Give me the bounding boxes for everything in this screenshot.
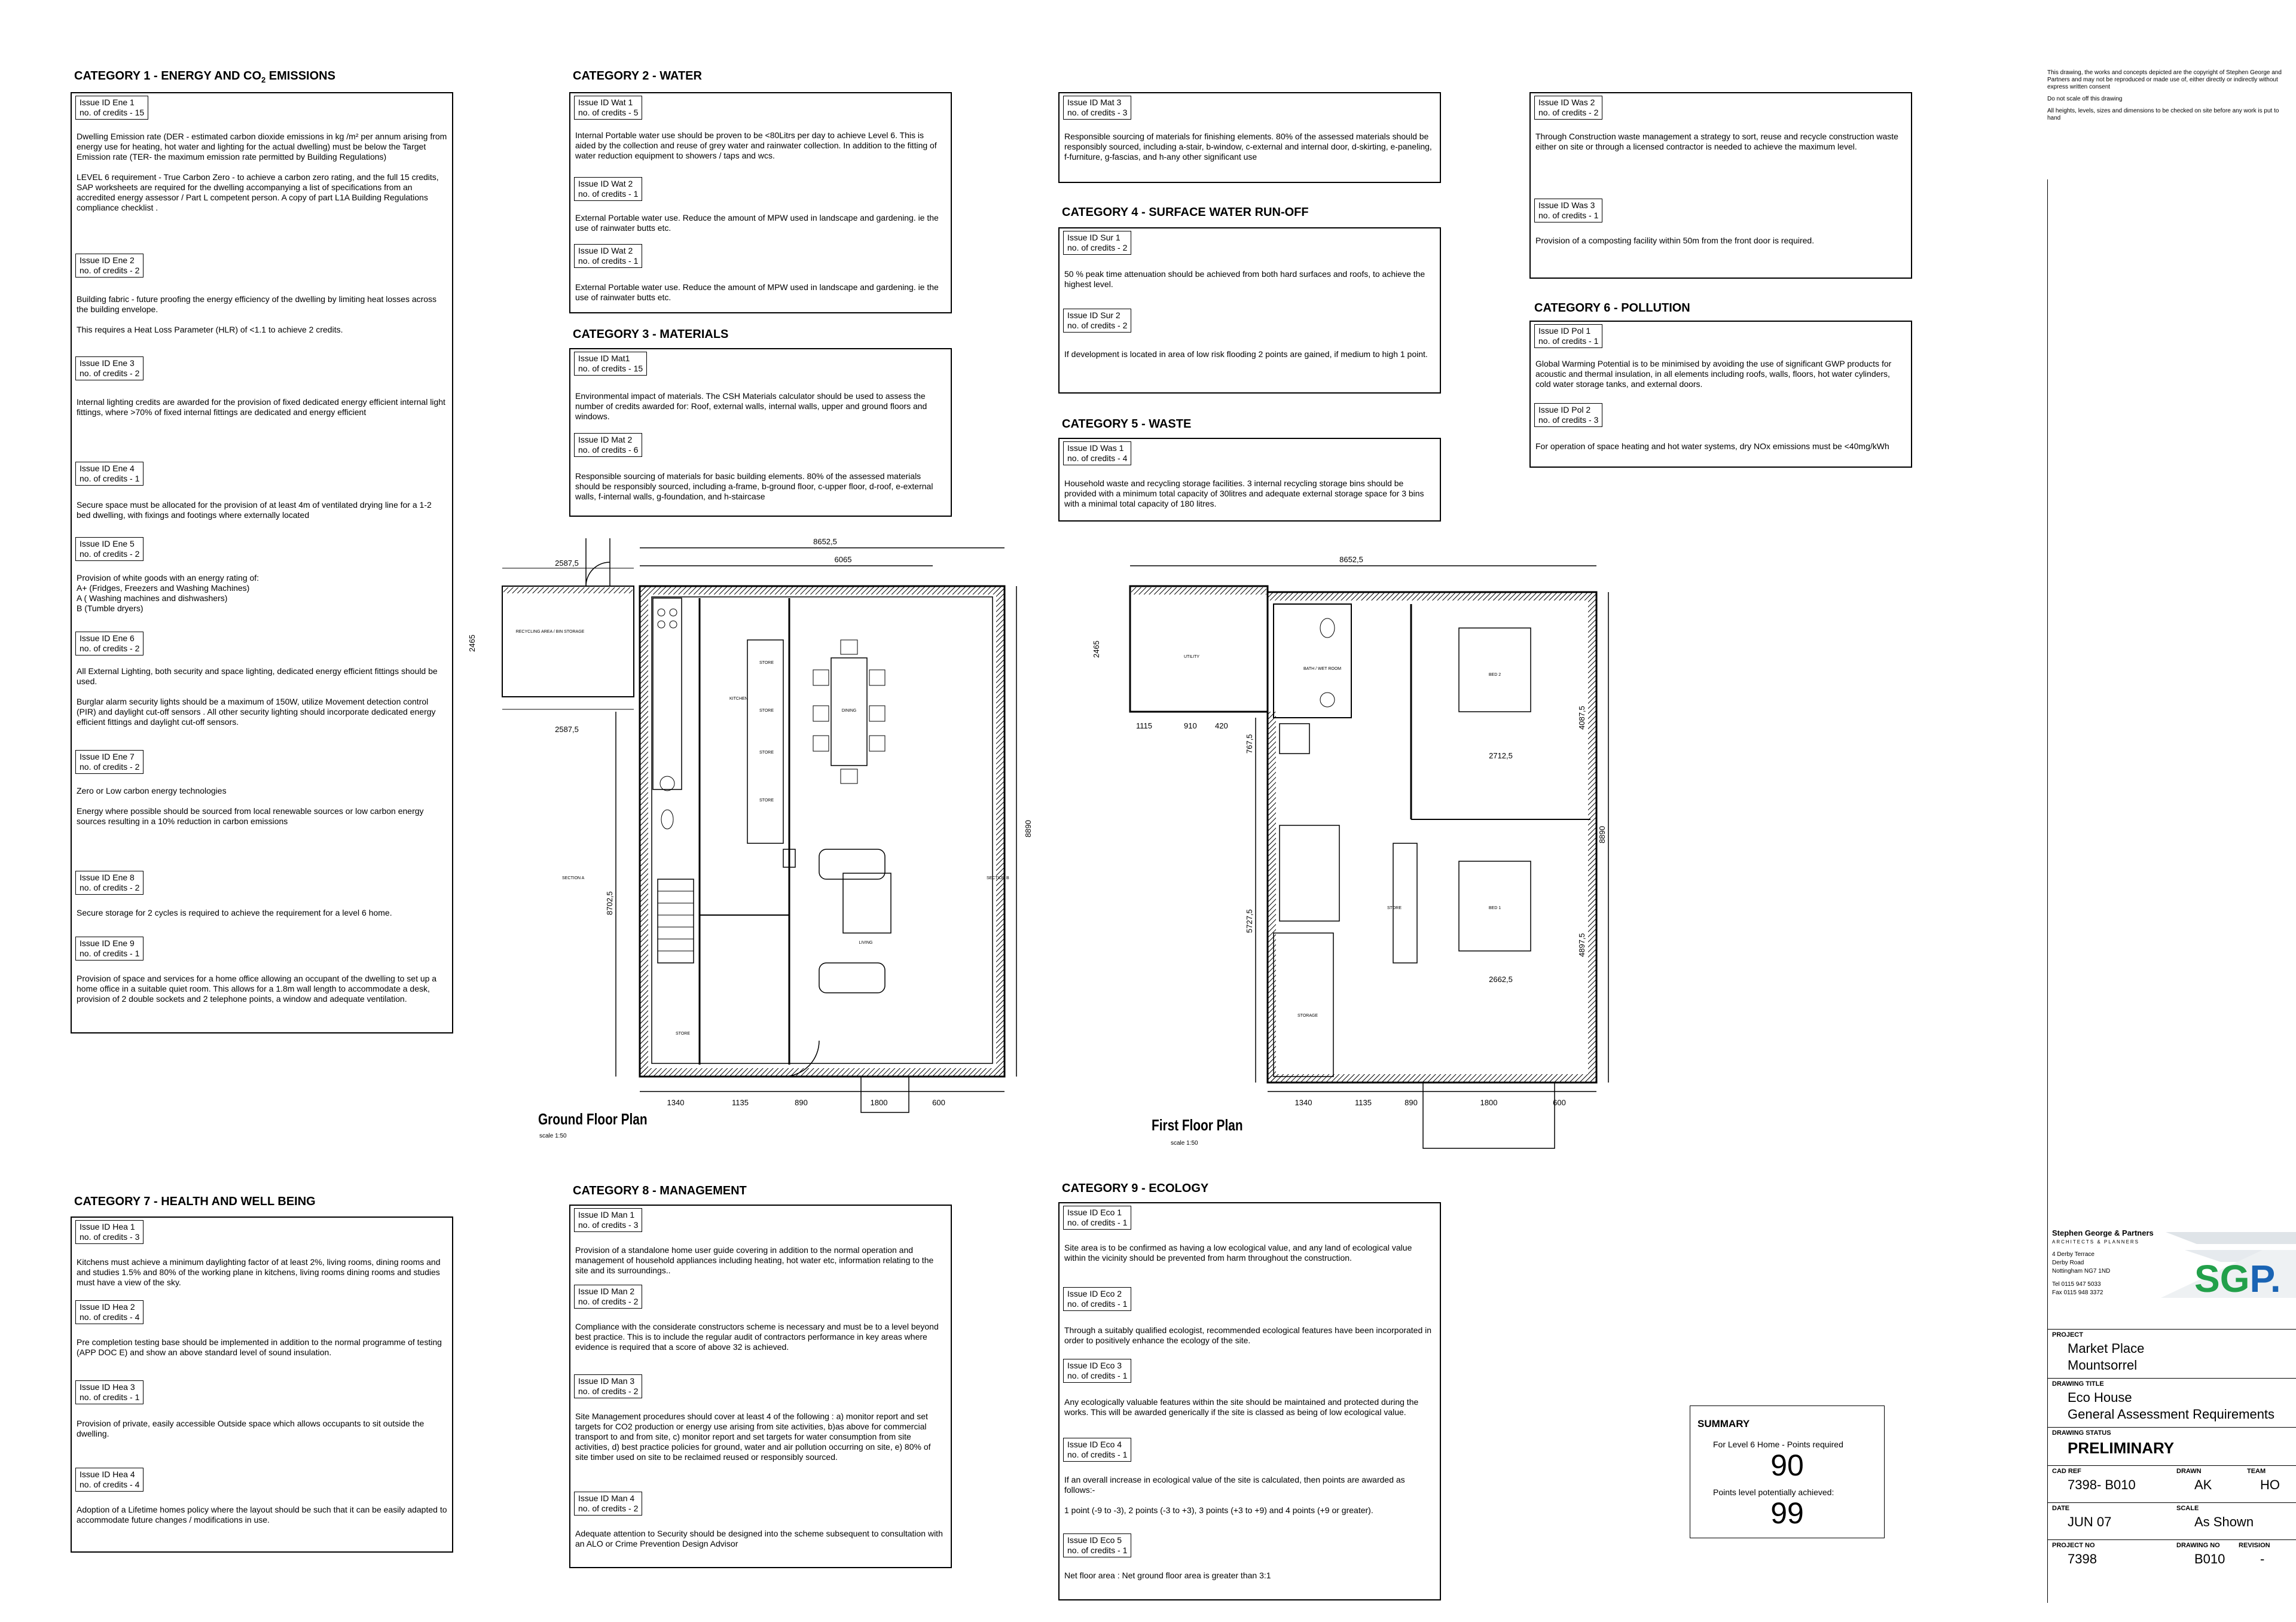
- issue-pol-2: Issue ID Pol 2 no. of credits - 3: [1534, 403, 1602, 427]
- gf-bin-label: RECYCLING AREA / BIN STORAGE: [515, 630, 585, 634]
- issue-was-1-text: Household waste and recycling storage facilities. 3 internal recycling storage bins should be provided with a minimum total capacity of 30litres and adequate external storage space for 3 bins with a minimal total capacity of 180 litres.: [1064, 478, 1424, 508]
- first-floor-title: First Floor Plan: [1152, 1116, 1243, 1134]
- ff-store-label: STORE: [1387, 906, 1402, 910]
- summary-box: [1690, 1405, 1885, 1538]
- gf-dim-overall: 8652,5: [813, 537, 837, 546]
- issue-wat-2b-text: External Portable water use. Reduce the amount of MPW used in landscape and gardening. ie the use of rainwater butts etc.: [575, 282, 939, 302]
- gf-dim-bin-h: 2465: [468, 635, 477, 652]
- status-value: PRELIMINARY: [2068, 1439, 2175, 1457]
- drawing-title-1: Eco House: [2068, 1390, 2132, 1405]
- issue-man-2: Issue ID Man 2 no. of credits - 2: [574, 1285, 642, 1309]
- issue-was-1: Issue ID Was 1 no. of credits - 4: [1063, 441, 1131, 465]
- issue-ene-3: Issue ID Ene 3 no. of credits - 2: [75, 356, 144, 380]
- revision-label: REVISION: [2239, 1542, 2270, 1549]
- issue-wat-2b: Issue ID Wat 2 no. of credits - 1: [574, 244, 642, 268]
- issue-pol-1-text: Global Warming Potential is to be minimised by avoiding the use of significant GWP products for acoustic and thermal insulation, in all elements including roofs, walls, floors, hot water cylinders, cold water storage tanks, and external doors.: [1535, 359, 1892, 389]
- issue-pol-1: Issue ID Pol 1 no. of credits - 1: [1534, 324, 1602, 348]
- ff-dim-a2: 910: [1184, 721, 1197, 730]
- ff-bed2-label: BED 2: [1488, 673, 1501, 677]
- gf-dim-b3: 890: [795, 1098, 808, 1107]
- issue-ene-5: Issue ID Ene 5 no. of credits - 2: [75, 537, 144, 561]
- issue-wat-1: Issue ID Wat 1 no. of credits - 5: [574, 96, 642, 120]
- issue-ene-9-text: Provision of space and services for a home office allowing an occupant of the dwelling to set up a home office in a suitable quiet room. This allows for a 1.8m wall length to accommodate a desk, provision of 2 double sockets and 2 telephone points, a window and adequate ventilation.: [77, 974, 437, 1004]
- issue-sur-2: Issue ID Sur 2 no. of credits - 2: [1063, 309, 1131, 333]
- gf-section-b: SECTION B: [987, 876, 1009, 880]
- issue-man-3-text: Site Management procedures should cover at least 4 of the following : a) monitor report and set targets for CO2 production or energy use arising from site activities, b)as above for commercial transport to and from site, c) monitor report and set targets for water consumption from site activities, d) best practice policies for ground, water and air pollution occurring on site, e) 80% of site timber used on site to be reclaimed reused or responsibly sourced.: [575, 1411, 931, 1462]
- issue-wat-2-text: External Portable water use. Reduce the amount of MPW used in landscape and gardening. ie the use of rainwater butts etc.: [575, 213, 939, 233]
- drawing-no-value: B010: [2194, 1551, 2225, 1566]
- ff-dim-h1: 2465: [1092, 641, 1101, 658]
- ff-storage-label: STORAGE: [1297, 1014, 1318, 1018]
- project-no-value: 7398: [2068, 1551, 2097, 1566]
- ff-dim-a3: 420: [1215, 721, 1228, 730]
- firm-tel: Tel 0115 947 5033: [2052, 1281, 2101, 1288]
- ff-bath-label: BATH / WET ROOM: [1303, 667, 1342, 671]
- category-1-box: [71, 92, 453, 1033]
- issue-ene-1-text: Dwelling Emission rate (DER - estimated carbon dioxide emissions in kg /m² per annum arising from energy use for heating, hot water and lighting for the actual dwelling) must be below the Target Emission rate (TER- the maximum emission rate permitted by Building Regulations) LEVEL 6 requirement - True Carbon Zero - to achieve a carbon zero rating, and the full 15 credits, SAP worksheets are required for the dwelling accompanying a list of specifications from an accredited energy assessor / Part L competent person. A copy of part L1A Building Regulations compliance checklist .: [77, 132, 447, 212]
- issue-hea-3: Issue ID Hea 3 no. of credits - 1: [75, 1380, 144, 1404]
- revision-value: -: [2260, 1551, 2265, 1566]
- copyright-notes: [2047, 69, 2284, 122]
- issue-hea-4: Issue ID Hea 4 no. of credits - 4: [75, 1468, 144, 1492]
- project-name-2: Mountsorrel: [2068, 1358, 2138, 1373]
- issue-man-2-text: Compliance with the considerate constructors scheme is necessary and must be to a level beyond best practice. This is to include the regular audit of contractors performance in key areas where evidence is required that a score of above 32 is achieved.: [575, 1322, 939, 1352]
- ff-bed-2: [1459, 628, 1531, 712]
- issue-hea-1: Issue ID Hea 1 no. of credits - 3: [75, 1220, 144, 1244]
- ff-outer-wall: [1268, 592, 1596, 1083]
- issue-eco-3-text: Any ecologically valuable features within the site should be maintained and protected during the works. This will be awarded generically if the site is classed as being of low ecological value.: [1064, 1397, 1419, 1417]
- issue-man-4: Issue ID Man 4 no. of credits - 2: [574, 1492, 642, 1516]
- gf-section-a: SECTION A: [562, 876, 585, 880]
- issue-mat-1-text: Environmental impact of materials. The CSH Materials calculator should be used to assess the number of credits awarded for: Roof, external walls, internal walls, upper and ground floors and windows.: [575, 391, 927, 421]
- issue-eco-2-text: Through a suitably qualified ecologist, recommended ecological features have been incorporated in order to positively enhance the ecology of the site.: [1064, 1325, 1432, 1345]
- issue-man-3: Issue ID Man 3 no. of credits - 2: [574, 1374, 642, 1398]
- category-8-box: [569, 1205, 952, 1568]
- gf-dim-bin-w: 2587,5: [555, 559, 579, 568]
- ff-dim-b1: 1340: [1294, 1098, 1312, 1107]
- drawn-value: AK: [2194, 1477, 2212, 1492]
- firm-subtitle: ARCHITECTS & PLANNERS: [2052, 1239, 2140, 1245]
- issue-was-3-text: Provision of a composting facility within 50m from the front door is required.: [1535, 236, 1815, 245]
- ground-floor-plan: [466, 532, 1034, 1160]
- category-3-continued-box: [1058, 92, 1441, 183]
- sgp-logo-text: SGP.: [2194, 1257, 2281, 1300]
- issue-hea-1-text: Kitchens must achieve a minimum daylighting factor of at least 2%, living rooms, dining rooms and and studies 1.5% and 80% of the working plane in kitchens, living rooms dining rooms and studies must have a view of the sky.: [77, 1257, 441, 1287]
- summary-achieved-label: Points level potentially achieved:: [1713, 1487, 1834, 1497]
- ff-dim-b5: 600: [1553, 1098, 1566, 1107]
- firm-name: Stephen George & Partners: [2052, 1228, 2154, 1237]
- ff-dim-b2: 1135: [1355, 1098, 1372, 1107]
- gf-dining-label: DINING: [841, 709, 857, 713]
- summary-required-label: For Level 6 Home - Points required: [1713, 1440, 1843, 1449]
- category-2-box: [569, 92, 952, 313]
- ff-dim-v3: 5727,5: [1245, 909, 1254, 933]
- drawing-title-label: DRAWING TITLE: [2052, 1380, 2104, 1388]
- issue-eco-5-text: Net floor area : Net ground floor area is greater than 3:1: [1064, 1571, 1271, 1580]
- gf-dim-side: 8702,5: [605, 891, 614, 915]
- issue-man-1-text: Provision of a standalone home user guide covering in addition to the normal operation and management of household appliances including heating, hot water etc, information relating to the site and its surroundings..: [575, 1245, 934, 1275]
- dimension-check-note: All heights, levels, sizes and dimensions to be checked on site before any work is put to hand: [2047, 108, 2279, 121]
- ground-floor-scale: scale 1:50: [539, 1133, 567, 1139]
- copyright-text: This drawing, the works and concepts depicted are the copyright of Stephen George and Partners and may not be reproduced or made use of, either directly or indirectly without express written consent: [2047, 69, 2282, 90]
- issue-ene-4: Issue ID Ene 4 no. of credits - 1: [75, 462, 144, 486]
- ff-dim-b4: 1800: [1480, 1098, 1498, 1107]
- issue-ene-1: Issue ID Ene 1 no. of credits - 15: [75, 96, 148, 120]
- category-9-box: [1058, 1202, 1441, 1600]
- gf-dim-inner: 6065: [834, 555, 852, 564]
- gf-dim-b4: 1800: [870, 1098, 888, 1107]
- category-8-heading: CATEGORY 8 - MANAGEMENT: [573, 1184, 747, 1197]
- issue-hea-2-text: Pre completion testing base should be implemented in addition to the normal programme of testing (APP DOC E) and show an above standard level of sound insulation.: [77, 1337, 442, 1357]
- issue-sur-1-text: 50 % peak time attenuation should be achieved from both hard surfaces and roofs, to achieve the highest level.: [1064, 269, 1425, 289]
- issue-ene-5-text: Provision of white goods with an energy rating of: A+ (Fridges, Freezers and Washing Machines) A ( Washing machines and dishwashers) B (Tumble dryers): [77, 573, 259, 613]
- category-5-continued-box: [1529, 92, 1912, 279]
- scale-label: SCALE: [2176, 1505, 2199, 1512]
- issue-man-4-text: Adequate attention to Security should be designed into the scheme subsequent to consultation with an ALO or Crime Prevention Design Advisor: [575, 1529, 943, 1548]
- ff-dim-v4: 767,5: [1245, 734, 1254, 754]
- issue-ene-2-text: Building fabric - future proofing the energy efficiency of the dwelling by limiting heat losses across the building envelope. This requires a Heat Loss Parameter (HLR) of <1.1 to achieve 2 credits.: [77, 294, 437, 334]
- drawing-no-label: DRAWING NO: [2176, 1542, 2220, 1549]
- titleblock-border: [2047, 179, 2048, 1603]
- drawing-title-2: General Assessment Requirements: [2068, 1407, 2275, 1422]
- category-3-heading: CATEGORY 3 - MATERIALS: [573, 328, 729, 341]
- sgp-logo: [2161, 1226, 2296, 1310]
- issue-mat-2-text: Responsible sourcing of materials for basic building elements. 80% of the assessed materials should be responsibly sourced, including a-frame, b-ground floor, c-upper floor, d-roof, e-external walls, f-internal walls, g-foundation, and h-staircase: [575, 471, 933, 501]
- issue-ene-9: Issue ID Ene 9 no. of credits - 1: [75, 937, 144, 961]
- issue-ene-4-text: Secure space must be allocated for the provision of at least 4m of ventilated drying line for a 1-2 bed dwelling, with fixings and footings where externally located: [77, 500, 432, 520]
- issue-was-2-text: Through Construction waste management a strategy to sort, reuse and recycle construction waste either on site or through a licensed contractor is needed to achieve the maximum level.: [1535, 132, 1898, 151]
- issue-eco-3: Issue ID Eco 3 no. of credits - 1: [1063, 1359, 1131, 1383]
- issue-ene-7: Issue ID Ene 7 no. of credits - 2: [75, 750, 144, 774]
- issue-wat-2: Issue ID Wat 2 no. of credits - 1: [574, 177, 642, 201]
- issue-ene-7-text: Zero or Low carbon energy technologies Energy where possible should be sourced from local renewable sources or low carbon energy sources resulting in a 10% reduction in carbon emissions: [77, 786, 424, 826]
- issue-hea-4-text: Adoption of a Lifetime homes policy where the layout should be such that it can be easily adapted to accommodate future changes / modifications in use.: [77, 1505, 447, 1525]
- issue-mat-3: Issue ID Mat 3 no. of credits - 3: [1063, 96, 1131, 120]
- scale-value: As Shown: [2194, 1514, 2254, 1529]
- ff-bed1-label: BED 1: [1488, 906, 1501, 910]
- category-5-heading: CATEGORY 5 - WASTE: [1062, 417, 1192, 431]
- ff-dim-v2: 4897,5: [1577, 933, 1586, 957]
- date-label: DATE: [2052, 1505, 2070, 1512]
- ff-dim-a1: 1115: [1136, 721, 1152, 730]
- issue-pol-2-text: For operation of space heating and hot water systems, dry NOx emissions must be <40mg/kWh: [1535, 441, 1889, 451]
- ff-utility-label: UTILITY: [1184, 655, 1200, 659]
- do-not-scale-note: Do not scale off this drawing: [2047, 96, 2123, 102]
- summary-required-value: 90: [1770, 1449, 1804, 1482]
- issue-ene-2: Issue ID Ene 2 no. of credits - 2: [75, 254, 144, 278]
- gf-store-5: STORE: [676, 1032, 690, 1036]
- gf-kitchen-label: KITCHEN: [729, 697, 748, 701]
- gf-store-2: STORE: [759, 709, 774, 713]
- gf-store-1: STORE: [759, 661, 774, 665]
- issue-sur-1: Issue ID Sur 1 no. of credits - 2: [1063, 231, 1131, 255]
- issue-eco-4-text: If an overall increase in ecological value of the site is calculated, then points are awarded as follows:- 1 point (-9 to -3), 2 points (-3 to +3), 3 points (+3 to +9) and 4 points (+9 or greater).: [1064, 1475, 1405, 1515]
- firm-address-3: Nottingham NG7 1ND: [2052, 1268, 2111, 1275]
- issue-ene-6: Issue ID Ene 6 no. of credits - 2: [75, 632, 144, 655]
- category-5-box: [1058, 438, 1441, 522]
- issue-eco-1-text: Site area is to be confirmed as having a low ecological value, and any land of ecological value within the vicinity should be prevented from harm throughout the construction.: [1064, 1243, 1412, 1263]
- gf-store-4: STORE: [759, 798, 774, 803]
- issue-wat-1-text: Internal Portable water use should be proven to be <80Litrs per day to achieve Level 6. This is aided by the collection and reuse of grey water and rainwater collection. In addition to the fitting of water reduction equipment to showers / taps and wcs.: [575, 130, 937, 160]
- project-no-label: PROJECT NO: [2052, 1542, 2095, 1549]
- issue-eco-1: Issue ID Eco 1 no. of credits - 1: [1063, 1206, 1131, 1230]
- category-4-box: [1058, 227, 1441, 394]
- category-6-box: [1529, 321, 1912, 468]
- issue-hea-3-text: Provision of private, easily accessible Outside space which allows occupants to sit outside the dwelling.: [77, 1419, 425, 1438]
- gf-dim-b2: 1135: [732, 1098, 749, 1107]
- gf-living-label: LIVING: [859, 941, 873, 945]
- issue-ene-8-text: Secure storage for 2 cycles is required to achieve the requirement for a level 6 home.: [77, 908, 392, 917]
- project-name-1: Market Place: [2068, 1341, 2145, 1356]
- issue-mat-2: Issue ID Mat 2 no. of credits - 6: [574, 433, 642, 457]
- issue-eco-2: Issue ID Eco 2 no. of credits - 1: [1063, 1287, 1131, 1311]
- status-label: DRAWING STATUS: [2052, 1429, 2111, 1437]
- first-floor-scale: scale 1:50: [1171, 1140, 1198, 1147]
- gf-outer-wall: [640, 586, 1004, 1077]
- cad-ref-value: 7398- B010: [2068, 1477, 2136, 1492]
- firm-address-2: Derby Road: [2052, 1260, 2084, 1266]
- gf-store-3: STORE: [759, 751, 774, 755]
- summary-title: SUMMARY: [1697, 1418, 1750, 1429]
- category-2-heading: CATEGORY 2 - WATER: [573, 69, 702, 83]
- gf-bin-store: [502, 586, 634, 697]
- issue-hea-2: Issue ID Hea 2 no. of credits - 4: [75, 1300, 144, 1324]
- cad-ref-label: CAD REF: [2052, 1468, 2081, 1475]
- category-6-heading: CATEGORY 6 - POLLUTION: [1534, 301, 1690, 315]
- gf-dim-height: 8890: [1024, 820, 1033, 837]
- team-label: TEAM: [2247, 1468, 2266, 1475]
- category-9-heading: CATEGORY 9 - ECOLOGY: [1062, 1182, 1209, 1195]
- category-3-box: [569, 348, 952, 517]
- date-value: JUN 07: [2068, 1514, 2112, 1529]
- ff-dim-overall: 8652,5: [1339, 555, 1363, 564]
- issue-man-1: Issue ID Man 1 no. of credits - 3: [574, 1208, 642, 1232]
- category-1-heading: CATEGORY 1 - ENERGY AND $CO_2$ EMISSIONS: [74, 69, 335, 84]
- first-floor-plan: [1076, 550, 1614, 1160]
- drawn-label: DRAWN: [2176, 1468, 2202, 1475]
- gf-dim-b1: 1340: [667, 1098, 685, 1107]
- issue-was-3: Issue ID Was 3 no. of credits - 1: [1534, 199, 1602, 222]
- issue-mat-1: Issue ID Mat1 no. of credits - 15: [574, 352, 647, 376]
- category-7-box: [71, 1216, 453, 1553]
- issue-sur-2-text: If development is located in area of low risk flooding 2 points are gained, if medium to high 1 point.: [1064, 349, 1428, 359]
- gf-dim-bin-w2: 2587,5: [555, 725, 579, 734]
- ff-dim-w2: 2662,5: [1489, 975, 1513, 984]
- summary-achieved-value: 99: [1770, 1496, 1804, 1530]
- firm-address-1: 4 Derby Terrace: [2052, 1251, 2095, 1258]
- ff-dim-v1: 4087,5: [1577, 706, 1586, 730]
- ground-floor-title: Ground Floor Plan: [538, 1110, 648, 1128]
- firm-fax: Fax 0115 948 3372: [2052, 1289, 2103, 1296]
- ff-dim-w1: 2712,5: [1489, 751, 1513, 760]
- issue-ene-8: Issue ID Ene 8 no. of credits - 2: [75, 871, 144, 895]
- ff-dim-b3: 890: [1405, 1098, 1418, 1107]
- issue-eco-5: Issue ID Eco 5 no. of credits - 1: [1063, 1533, 1131, 1557]
- issue-mat-3-text: Responsible sourcing of materials for finishing elements. 80% of the assessed materials should be responsibly sourced, including a-stair, b-window, c-external and internal door, d-skirting, e-paneling, f-furniture, g-fascias, and h-any other significant use: [1064, 132, 1432, 161]
- issue-ene-6-text: All External Lighting, both security and space lighting, dedicated energy efficient fittings should be used. Burglar alarm security lights should be a maximum of 150W, utilize Movement detection control (PIR) and daylight cut-off sensors . All other security lighting should incorporate dedicated energy efficient fittings and daylight cut-off sensors.: [77, 666, 438, 727]
- issue-was-2: Issue ID Was 2 no. of credits - 2: [1534, 96, 1602, 120]
- ff-dim-height: 8890: [1598, 826, 1607, 843]
- category-7-heading: CATEGORY 7 - HEALTH AND WELL BEING: [74, 1195, 316, 1208]
- issue-ene-3-text: Internal lighting credits are awarded for the provision of fixed dedicated energy efficient internal light fittings, where >70% of fixed internal fittings are dedicated and energy efficient: [77, 397, 445, 417]
- project-label: PROJECT: [2052, 1331, 2083, 1339]
- issue-eco-4: Issue ID Eco 4 no. of credits - 1: [1063, 1438, 1131, 1462]
- gf-dim-b5: 600: [932, 1098, 945, 1107]
- team-value: HO: [2260, 1477, 2280, 1492]
- category-4-heading: CATEGORY 4 - SURFACE WATER RUN-OFF: [1062, 206, 1309, 219]
